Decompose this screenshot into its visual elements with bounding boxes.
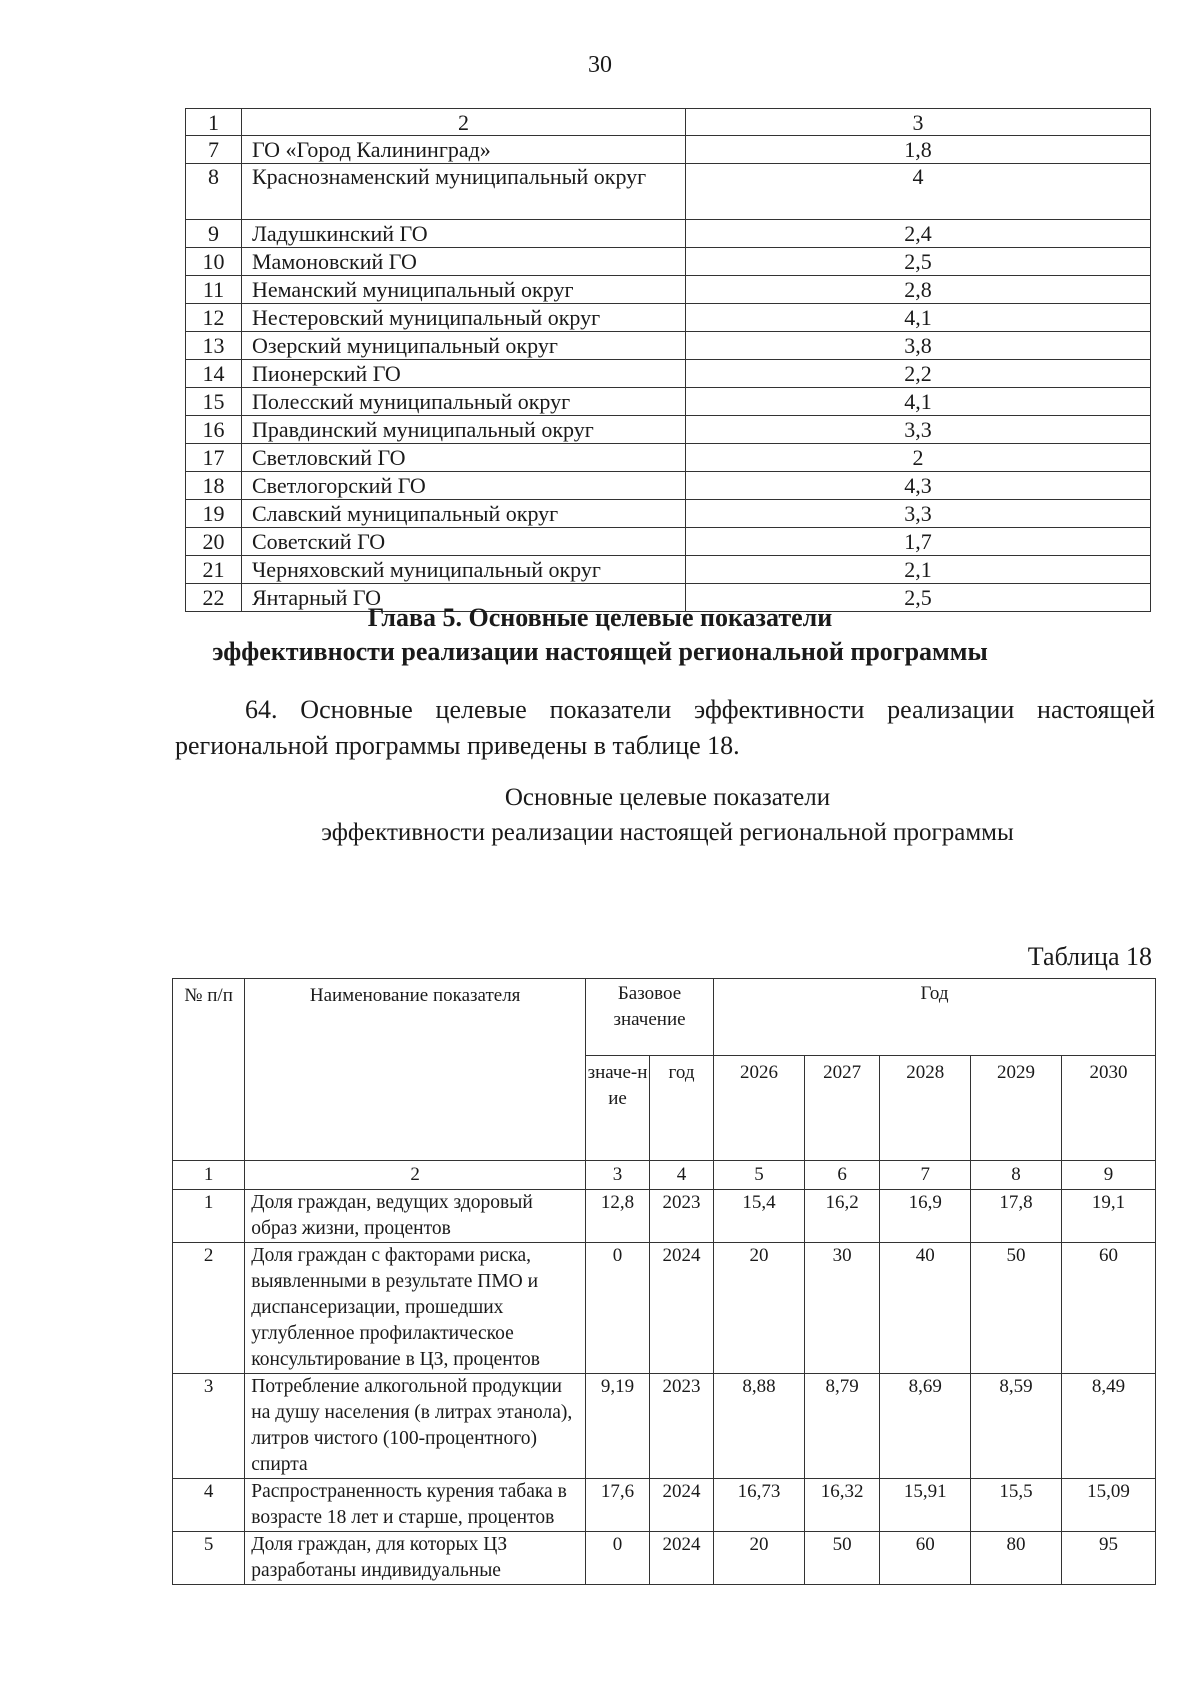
header-name: Наименование показателя (245, 979, 586, 1161)
year-value: 60 (1061, 1243, 1155, 1374)
year-value: 8,59 (971, 1374, 1062, 1479)
municipality-name: Неманский муниципальный округ (242, 276, 686, 304)
municipality-name: ГО «Город Калининград» (242, 136, 686, 164)
indicator-name: Доля граждан, для которых ЦЗ разработаны индивидуальные (245, 1532, 586, 1585)
table-row (186, 472, 1151, 500)
municipality-name: Янтарный ГО (242, 584, 686, 612)
municipality-name: Славский муниципальный округ (242, 500, 686, 528)
header-year-2030: 2030 (1061, 1056, 1155, 1161)
row-number: 11 (186, 276, 242, 304)
table-row (173, 1479, 1156, 1532)
base-year: 2023 (650, 1190, 714, 1243)
year-value: 60 (880, 1532, 971, 1585)
column-index-cell: 2 (245, 1161, 586, 1190)
year-value: 80 (971, 1532, 1062, 1585)
year-value: 50 (971, 1243, 1062, 1374)
table-row (173, 1532, 1156, 1585)
year-value: 19,1 (1061, 1190, 1155, 1243)
year-value: 40 (880, 1243, 971, 1374)
column-index-cell: 1 (173, 1161, 245, 1190)
row-number: 15 (186, 388, 242, 416)
indicator-name: Распространенность курения табака в возрасте 18 лет и старше, процентов (245, 1479, 586, 1532)
chapter-title-line2: эффективности реализации настоящей региональной программы (212, 637, 988, 666)
year-value: 50 (804, 1532, 879, 1585)
municipality-name: Краснознаменский муниципальный округ (242, 164, 686, 220)
row-value: 3,3 (686, 500, 1151, 528)
municipality-name: Советский ГО (242, 528, 686, 556)
year-value: 20 (714, 1532, 805, 1585)
header-year: Год (714, 979, 1156, 1056)
year-value: 20 (714, 1243, 805, 1374)
row-value: 1,7 (686, 528, 1151, 556)
header-base-year: год (650, 1056, 714, 1161)
row-value: 2,4 (686, 220, 1151, 248)
row-number: 10 (186, 248, 242, 276)
row-number: 7 (186, 136, 242, 164)
header-year-2026: 2026 (714, 1056, 805, 1161)
base-year: 2024 (650, 1532, 714, 1585)
header-year-2028: 2028 (880, 1056, 971, 1161)
row-value: 2,5 (686, 584, 1151, 612)
table-caption-line2: эффективности реализации настоящей региональной программы (321, 819, 1014, 846)
municipality-name: Светловский ГО (242, 444, 686, 472)
header-cell: 1 (186, 109, 242, 136)
column-index-cell: 3 (586, 1161, 650, 1190)
row-value: 4,1 (686, 388, 1151, 416)
year-value: 8,69 (880, 1374, 971, 1479)
row-number: 12 (186, 304, 242, 332)
chapter-title-line1: Глава 5. Основные целевые показатели (367, 603, 833, 632)
municipality-name: Полесский муниципальный округ (242, 388, 686, 416)
year-value: 15,91 (880, 1479, 971, 1532)
year-value: 95 (1061, 1532, 1155, 1585)
year-value: 8,79 (804, 1374, 879, 1479)
row-value: 4,1 (686, 304, 1151, 332)
base-year: 2023 (650, 1374, 714, 1479)
row-number: 3 (173, 1374, 245, 1479)
row-number: 8 (186, 164, 242, 220)
row-number: 20 (186, 528, 242, 556)
table-row (173, 1190, 1156, 1243)
page-number: 30 (588, 52, 612, 78)
table-row (186, 276, 1151, 304)
row-number: 5 (173, 1532, 245, 1585)
row-number: 22 (186, 584, 242, 612)
table-row (186, 528, 1151, 556)
row-number: 18 (186, 472, 242, 500)
header-cell: 2 (242, 109, 686, 136)
row-value: 4,3 (686, 472, 1151, 500)
table-row (173, 1374, 1156, 1479)
row-number: 9 (186, 220, 242, 248)
year-value: 8,49 (1061, 1374, 1155, 1479)
column-index-cell: 8 (971, 1161, 1062, 1190)
column-index-cell: 5 (714, 1161, 805, 1190)
table-row (186, 164, 1151, 220)
table-header-row (186, 109, 1151, 136)
row-value: 3,3 (686, 416, 1151, 444)
indicator-name: Доля граждан, ведущих здоровый образ жизни, процентов (245, 1190, 586, 1243)
table-row (186, 332, 1151, 360)
table-row (186, 304, 1151, 332)
year-value: 16,73 (714, 1479, 805, 1532)
year-value: 30 (804, 1243, 879, 1374)
municipality-name: Светлогорский ГО (242, 472, 686, 500)
row-value: 2,2 (686, 360, 1151, 388)
row-number: 19 (186, 500, 242, 528)
row-number: 14 (186, 360, 242, 388)
header-cell: 3 (686, 109, 1151, 136)
header-year-2029: 2029 (971, 1056, 1062, 1161)
row-number: 2 (173, 1243, 245, 1374)
table-caption-line1: Основные целевые показатели (504, 784, 831, 811)
column-index-cell: 6 (804, 1161, 879, 1190)
municipality-name: Озерский муниципальный округ (242, 332, 686, 360)
indicators-table (172, 978, 1156, 1585)
row-value: 4 (686, 164, 1151, 220)
header-num: № п/п (173, 979, 245, 1161)
table-row (186, 136, 1151, 164)
column-index-cell: 7 (880, 1161, 971, 1190)
base-value: 0 (586, 1243, 650, 1374)
indicator-name: Потребление алкогольной продукции на душу населения (в литрах этанола), литров чистого (100-процентного) спирта (245, 1374, 586, 1479)
row-number: 16 (186, 416, 242, 444)
paragraph-64: 64. Основные целевые показатели эффективности реализации настоящей региональной программы приведены в таблице 18. (175, 695, 1155, 760)
table-row (173, 1243, 1156, 1374)
row-value: 2 (686, 444, 1151, 472)
table-row (186, 248, 1151, 276)
row-value: 2,1 (686, 556, 1151, 584)
year-value: 17,8 (971, 1190, 1062, 1243)
municipality-name: Мамоновский ГО (242, 248, 686, 276)
table-row (186, 360, 1151, 388)
column-index-cell: 4 (650, 1161, 714, 1190)
header-year-2027: 2027 (804, 1056, 879, 1161)
column-index-row (173, 1161, 1156, 1190)
row-number: 17 (186, 444, 242, 472)
row-number: 1 (173, 1190, 245, 1243)
table-row (186, 556, 1151, 584)
header-base-value: значе-ние (586, 1056, 650, 1161)
header-base: Базовое значение (586, 979, 714, 1056)
column-index-cell: 9 (1061, 1161, 1155, 1190)
base-value: 0 (586, 1532, 650, 1585)
row-value: 2,5 (686, 248, 1151, 276)
base-value: 17,6 (586, 1479, 650, 1532)
municipality-name: Черняховский муниципальный округ (242, 556, 686, 584)
year-value: 15,5 (971, 1479, 1062, 1532)
base-value: 9,19 (586, 1374, 650, 1479)
municipality-name: Нестеровский муниципальный округ (242, 304, 686, 332)
year-value: 8,88 (714, 1374, 805, 1479)
year-value: 15,4 (714, 1190, 805, 1243)
row-number: 21 (186, 556, 242, 584)
row-number: 13 (186, 332, 242, 360)
municipal-table (185, 108, 1151, 612)
row-value: 2,8 (686, 276, 1151, 304)
year-value: 16,32 (804, 1479, 879, 1532)
table-row (186, 220, 1151, 248)
year-value: 15,09 (1061, 1479, 1155, 1532)
row-number: 4 (173, 1479, 245, 1532)
table-row (186, 388, 1151, 416)
table-row (186, 444, 1151, 472)
table-header-row (173, 979, 1156, 1056)
table-row (186, 416, 1151, 444)
table-number: Таблица 18 (1027, 942, 1152, 971)
municipality-name: Правдинский муниципальный округ (242, 416, 686, 444)
row-value: 1,8 (686, 136, 1151, 164)
year-value: 16,9 (880, 1190, 971, 1243)
indicator-name: Доля граждан с факторами риска, выявленными в результате ПМО и диспансеризации, прошедших углубленное профилактическое консультирование в ЦЗ, процентов (245, 1243, 586, 1374)
row-value: 3,8 (686, 332, 1151, 360)
year-value: 16,2 (804, 1190, 879, 1243)
base-year: 2024 (650, 1243, 714, 1374)
municipality-name: Ладушкинский ГО (242, 220, 686, 248)
base-value: 12,8 (586, 1190, 650, 1243)
base-year: 2024 (650, 1479, 714, 1532)
table-row (186, 500, 1151, 528)
municipality-name: Пионерский ГО (242, 360, 686, 388)
